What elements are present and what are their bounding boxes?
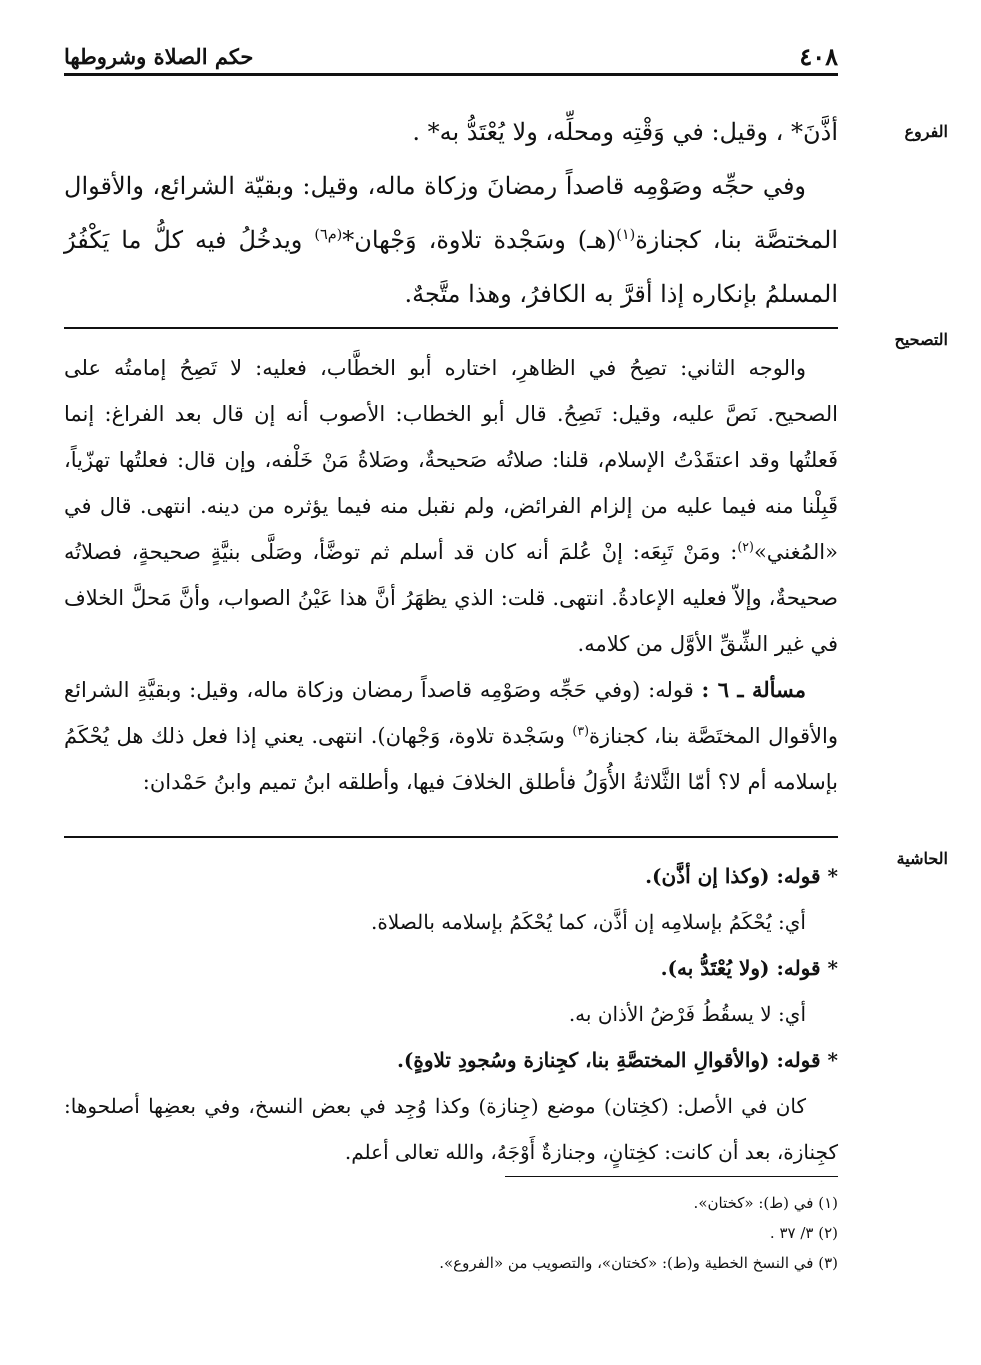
hashiya-quote-2: * قوله: (ولا يُعْتَدُّ به). [660, 956, 838, 980]
furu-text-c: ويدخُلُ فيه كلُّ ما يَكْفُرُ المسلمُ بإنكاره إذا أقرَّ به الكافرُ، وهذا متَّجهٌ. [64, 226, 838, 308]
page-number: ٤٠٨ [799, 42, 838, 71]
label-furu: الفروع [904, 122, 948, 141]
page-header [64, 34, 838, 76]
footnote-ref-2: (٢) [737, 539, 754, 554]
label-hashiya: الحاشية [896, 849, 948, 868]
footnote-ref-3: (٣) [572, 723, 590, 738]
section-tashih [64, 345, 838, 805]
header-rule [64, 73, 838, 76]
furu-line-1: أذَّنَ* ، وقيل: في وَقْتِه ومحلِّه، ولا يُعْتَدُّ به* . [412, 118, 838, 146]
tashih-text-1a: والوجه الثاني: تصِحُ في الظاهرِ، اختاره أبو الخطَّاب، فعليه: لا تَصِحُ إمامتُه على الصحيح. نَصَّ عليه، وقيل: تَصِحُ. قال أبو الخطاب: الأصوب أنه إن قال بعد الفراغ: إنما فَعلتُها وقد اعتقَدْتُ الإسلام، قلنا: صلاتُه صَحيحةٌ، وصَلاةُ مَنْ خَلْفه، وإن قال: فعلتُها تهزّياً، قَبِلْنا منه فيما عليه من إلزام الفرائض، ولم نقبل منه فيما يؤثره من دينه. انتهى. قال في «المُغني» [64, 356, 838, 564]
masala-title: مسألة ـ ٦ : [701, 677, 807, 702]
footnotes [64, 1188, 838, 1278]
footnote-ref-1: (١) [616, 227, 636, 243]
tashih-text-2a: قوله: (وفي حَجِّه وصَوْمِه قاصداً رمضان وزكاة ماله، وقيل: وبقيَّةِ الشرائع والأقوال المختَصَّة بنا، كجنازة [64, 678, 839, 748]
edition-marker: (م٦) [314, 227, 343, 243]
separator-tashih [64, 327, 838, 329]
label-tashih: التصحيح [894, 330, 948, 349]
footnote-rule [505, 1176, 838, 1177]
footnote-3: (٣) في النسخ الخطية و(ط): «كختان»، والتصويب من «الفروع». [439, 1254, 838, 1272]
furu-text-a: وفي حجِّه وصَوْمِه قاصداً رمضانَ وزكاة ماله، وقيل: وبقيّة الشرائع، والأقوال المختصَّة بنا، كجنازة [64, 172, 838, 254]
hashiya-quote-3: * قوله: (والأقوالِ المختصَّةِ بنا، كجِنازة وسُجودِ تلاوةٍ). [396, 1048, 838, 1072]
running-title: حكم الصلاة وشروطها [64, 44, 254, 69]
section-furu [64, 105, 838, 321]
hashiya-quote-1: * قوله: (وكذا إن أذَّن). [645, 864, 838, 888]
footnote-2: (٢) ٣/ ٣٧ . [769, 1224, 838, 1242]
tashih-paragraph-2 [64, 667, 838, 805]
hashiya-gloss-1: أي: يُحْكَمُ بإسلامِه إن أذَّن، كما يُحْكَمُ بإسلامه بالصلاة. [371, 910, 806, 934]
furu-text-b: (هـ) وسَجْدة تلاوة، وَجْهان* [342, 226, 617, 254]
tashih-paragraph-1 [64, 345, 838, 667]
tashih-text-1b: : ومَنْ تَبِعَه: إنْ عُلمَ أنه كان قد أسلم ثم توضَّأ، وصَلَّى بنيَّةٍ صحيحةٍ، فصلاتُه صحيحةٌ، وإلاّ فعليه الإعادةُ. انتهى. قلت: الذي يظهَرُ أنَّ هذا عَيْنُ الصواب، وأنَّ مَحلَّ الخلاف في غير الشِّقِّ الأوَّل من كلامه. [64, 540, 838, 656]
furu-paragraph [64, 159, 838, 321]
footnote-1: (١) في (ط): «كختان». [693, 1194, 838, 1212]
hashiya-gloss-2: أي: لا يسقُطُ فَرْضُ الأذان به. [568, 1002, 806, 1026]
hashiya-gloss-3: كان في الأصل: (كخِتان) موضع (جِنازة) وكذا وُجِد في بعض النسخ، وفي بعضِها أصلحوها: كجِنازة، بعد أن كانت: كخِتانٍ، وجنازةٌ أَوْجَهُ، والله تعالى أعلم. [64, 1094, 838, 1164]
section-hashiya [64, 853, 838, 1175]
tashih-text-2b: وسَجْدة تلاوة، وَجْهان). انتهى. يعني إذا فعل ذلك هل يُحْكَمُ بإسلامه أم لا؟ أمّا الثَّلاثةُ الأُوَلُ فأطلق الخلافَ فيها، وأطلقه ابنُ تميم وابنُ حَمْدان: [64, 724, 838, 794]
separator-hashiya [64, 836, 838, 838]
